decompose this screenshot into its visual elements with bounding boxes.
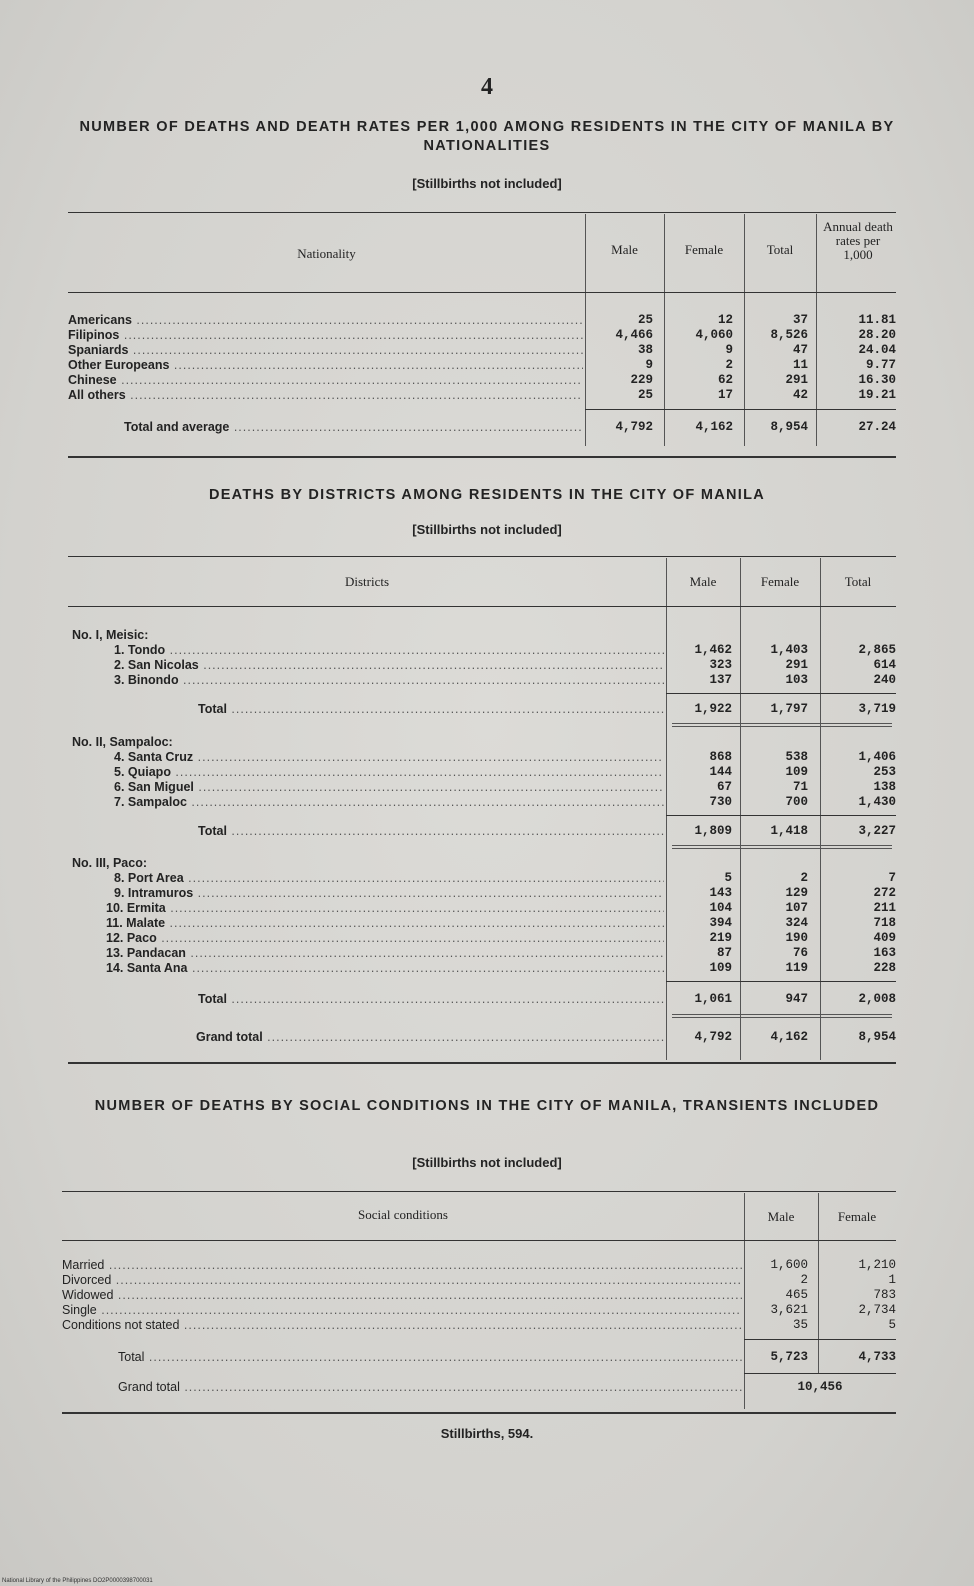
table2-header-districts: Districts	[344, 574, 390, 589]
table-row: 10. Ermita ..... 104 107 211	[0, 901, 974, 916]
district-group-name: No. I, Meisic:	[72, 628, 149, 642]
table1-header-female: Female	[684, 242, 724, 257]
district-group-name: No. III, Paco:	[72, 856, 148, 870]
district-total-row: Total ..... 1,922 1,797 3,719	[0, 702, 974, 717]
table-row: 4. Santa Cruz ..... 868 538 1,406	[0, 750, 974, 765]
table-row: Widowed ..... 465 783	[0, 1288, 974, 1303]
table-row: 14. Santa Ana ..... 109 119 228	[0, 961, 974, 976]
table1-header-total: Total	[766, 242, 794, 257]
table2-title: DEATHS BY DISTRICTS AMONG RESIDENTS IN THE CITY OF MANILA	[208, 487, 766, 503]
table-row: 5. Quiapo ..... 144 109 253	[0, 765, 974, 780]
table3-grand-total-row: Grand total ..... 10,456	[0, 1380, 974, 1395]
table-row: Filipinos ..... 4,466 4,060 8,526 28.20	[0, 328, 974, 343]
table-row: Single ..... 3,621 2,734	[0, 1303, 974, 1318]
table1-title: NUMBER OF DEATHS AND DEATH RATES PER 1,000 AMONG RESIDENTS IN THE CITY OF MANILA BY NATIONALITIES	[79, 119, 895, 154]
table1-total-row: Total and average ..... 4,792 4,162 8,954 27.24	[0, 420, 974, 435]
table3-top-rule	[62, 1191, 896, 1192]
table-row: Other Europeans ..... 9 2 11 9.77	[0, 358, 974, 373]
page-number: 4	[481, 74, 493, 100]
table-row: 8. Port Area ..... 5 2 7	[0, 871, 974, 886]
table-row: Married ..... 1,600 1,210	[0, 1258, 974, 1273]
table3-header-female: Female	[837, 1209, 877, 1224]
table3-total-row: Total ..... 5,723 4,733	[0, 1350, 974, 1365]
table-row: 3. Binondo ..... 137 103 240	[0, 673, 974, 688]
district-group-name: No. II, Sampaloc:	[72, 735, 173, 749]
table1-top-rule	[68, 212, 896, 213]
table3-header-male: Male	[767, 1209, 795, 1224]
table3-bottom-rule	[62, 1412, 896, 1414]
table2-top-rule	[68, 556, 896, 557]
table-row: Spaniards ..... 38 9 47 24.04	[0, 343, 974, 358]
table3-subtitle: [Stillbirths not included]	[412, 1155, 562, 1170]
table1-bottom-rule	[68, 456, 896, 458]
table-row: 2. San Nicolas ..... 323 291 614	[0, 658, 974, 673]
table1-header-nationality: Nationality	[297, 246, 356, 261]
archive-credit: National Library of the Philippines DO2P0000398700031	[2, 1578, 153, 1584]
table1-subtitle: [Stillbirths not included]	[412, 176, 562, 191]
district-total-row: Total ..... 1,061 947 2,008	[0, 992, 974, 1007]
table3-header-conditions: Social conditions	[358, 1207, 448, 1222]
table-row: Divorced ..... 2 1	[0, 1273, 974, 1288]
table-row: Americans ..... 25 12 37 11.81	[0, 313, 974, 328]
table-row: 13. Pandacan ..... 87 76 163	[0, 946, 974, 961]
district-total-row: Total ..... 1,809 1,418 3,227	[0, 824, 974, 839]
table2-header-total: Total	[844, 574, 872, 589]
table-row: All others ..... 25 17 42 19.21	[0, 388, 974, 403]
table2-header-female: Female	[760, 574, 800, 589]
table2-bottom-rule	[68, 1062, 896, 1064]
table-row: 7. Sampaloc ..... 730 700 1,430	[0, 795, 974, 810]
table-row: Conditions not stated ..... 35 5	[0, 1318, 974, 1333]
table-row: 1. Tondo ..... 1,462 1,403 2,865	[0, 643, 974, 658]
table1-header-male: Male	[611, 242, 638, 257]
table3-title: NUMBER OF DEATHS BY SOCIAL CONDITIONS IN THE CITY OF MANILA, TRANSIENTS INCLUDED	[94, 1098, 880, 1114]
table1-header-rate: Annual death rates per 1,000	[823, 219, 893, 262]
table-row: Chinese ..... 229 62 291 16.30	[0, 373, 974, 388]
table2-header-male: Male	[689, 574, 717, 589]
table-row: 6. San Miguel ..... 67 71 138	[0, 780, 974, 795]
table-row: 12. Paco ..... 219 190 409	[0, 931, 974, 946]
table2-grand-total-row: Grand total ..... 4,792 4,162 8,954	[0, 1030, 974, 1045]
table-row: 11. Malate ..... 394 324 718	[0, 916, 974, 931]
stillbirths-footnote: Stillbirths, 594.	[440, 1426, 534, 1441]
table2-subtitle: [Stillbirths not included]	[412, 522, 562, 537]
table-row: 9. Intramuros ..... 143 129 272	[0, 886, 974, 901]
